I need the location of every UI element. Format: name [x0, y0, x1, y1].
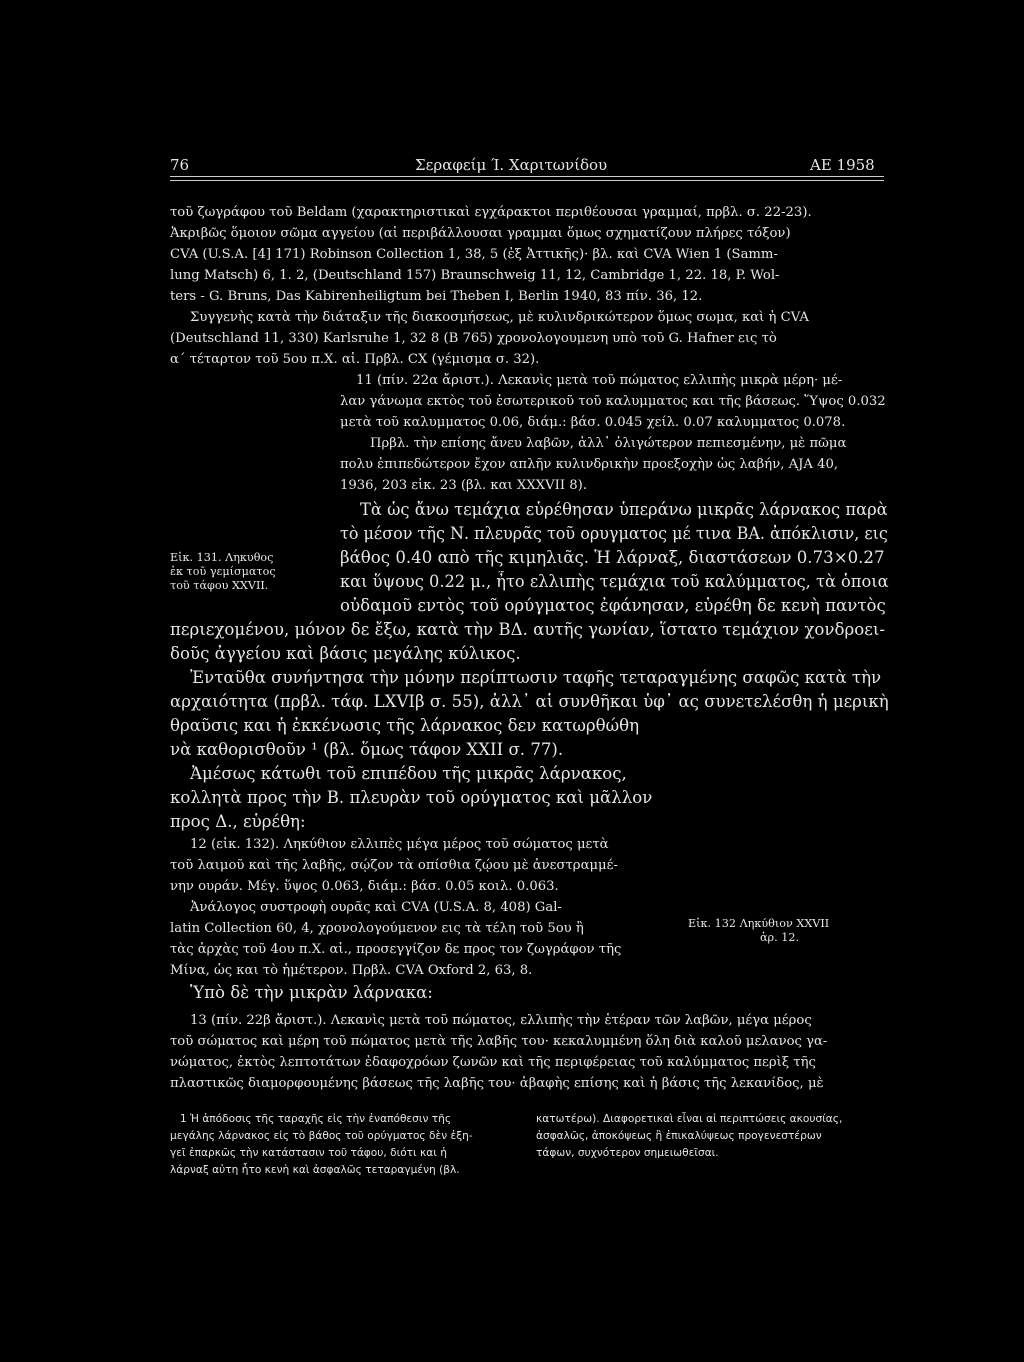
text-line: Ἀμέσως κάτωθι τοῦ επιπέδου τῆς μικρᾶς λάρνακος, [190, 764, 627, 783]
figure-132-caption-line: ἀρ. 12. [760, 931, 800, 944]
text-line: Ὑπὸ δὲ τὴν μικρὰν λάρνακα: [190, 983, 433, 1002]
text-line: (Deutschland 11, 330) Karlsruhe 1, 32 8 (B 765) χρονολογουμενη υπὸ τοῦ G. Hafner εις τὸ [170, 331, 777, 346]
text-line: Ἀκριβῶς ὅμοιον σῶμα αγγείου (αἱ περιβάλλουσαι γραμμαι ὅμως σχηματίζουν πλήρες τόξον) [170, 226, 791, 241]
text-line: Ἀνάλογος συστροφὴ ουρᾶς καὶ CVA (U.S.A. 8, 408) Gal- [190, 900, 562, 915]
text-line: Συγγενὴς κατὰ τὴν διάταξιν τῆς διακοσμήσεως, μὲ κυλινδρικώτερον ὅμως σωμα, καὶ ἡ CVA [190, 310, 809, 325]
text-line: οὐδαμοῦ εντὸς τοῦ ορύγματος ἐφάνησαν, εὑρέθη δε κενὴ παντὸς [340, 596, 886, 615]
text-line: lung Matsch) 6, 1. 2, (Deutschland 157) Braunschweig 11, 12, Cambridge 1, 22. 18, P. Wol- [170, 268, 780, 283]
text-line: ters - G. Bruns, Das Kabirenheiligtum bei Theben I, Berlin 1940, 83 πίν. 36, 12. [170, 289, 703, 304]
catalogue-entry-12: 12 (εἰκ. 132). Ληκύθιον ελλιπὲς μέγα μέρος τοῦ σώματος μετὰ [190, 837, 609, 852]
text-line: αρχαιότητα (πρβλ. τάφ. LXVIβ σ. 55), ἀλλ᾽ αἱ συνθῆκαι ὑφ᾽ ας συνετελέσθη ἡ μερικὴ [170, 692, 889, 711]
text-line: και ὕψους 0.22 μ., ἦτο ελλιπὴς τεμάχια τοῦ καλύμματος, τὰ ὁποια [340, 572, 889, 591]
text-line: λαν γάνωμα εκτὸς τοῦ ἐσωτερικοῦ τοῦ καλυμματος και τῆς βάσεως. Ὕψος 0.032 [340, 394, 886, 409]
text-line: δοῦς ἀγγείου καὶ βάσις μεγάλης κύλικος. [170, 644, 521, 663]
footnote-continuation: κατωτέρω). Διαφορετικαὶ εἶναι αἱ περιπτώσεις ακουσίας, [536, 1113, 843, 1125]
catalogue-entry-13: 13 (πίν. 22β ἄριστ.). Λεκανὶς μετὰ τοῦ πώματος, ελλιπὴς τὴν ἑτέραν τῶν λαβῶν, μέγα μέρος [190, 1013, 812, 1028]
text-line: θραῦσις και ἡ ἐκκένωσις τῆς λάρνακος δεν κατωρθώθη [170, 716, 640, 735]
text-line: α΄ τέταρτον τοῦ 5ου π.Χ. αἱ. Πρβλ. CX (γέμισμα σ. 32). [170, 352, 540, 367]
text-line: Μίνα, ὡς και τὸ ἡμέτερον. Πρβλ. CVA Oxford 2, 63, 8. [170, 963, 533, 978]
footnote-line: ἀσφαλῶς, ἀποκόψεως ἢ ἐπικαλύψεως προγενεστέρων [536, 1130, 822, 1142]
figure-132-caption: Εἰκ. 132 Ληκύθιον XXVII [688, 917, 830, 930]
text-line: Πρβλ. τὴν επίσης ἄνευ λαβῶν, ἀλλ᾽ ὀλιγώτερον πεπιεσμένην, μὲ πῶμα [370, 436, 847, 451]
figure-131-caption-line: ἐκ τοῦ γεμίσματος [170, 565, 276, 578]
running-head-author: Σεραφείμ Ί. Χαριτωνίδου [415, 156, 608, 174]
text-line: νην ουράν. Μέγ. ὕψος 0.063, διάμ.: βάσ. 0.05 κοιλ. 0.063. [170, 879, 559, 894]
footnote-line: λάρναξ αὐτη ἦτο κενὴ καὶ ἀσφαλῶς τεταραγμένη (βλ. [170, 1164, 460, 1176]
text-line: προς Δ., εὑρέθη: [170, 812, 306, 831]
text-line: CVA (U.S.A. [4] 171) Robinson Collection 1, 38, 5 (ἐξ Ἀττικῆς)· βλ. καὶ CVA Wien 1 (Samm- [170, 247, 778, 262]
text-line: τὰς ἀρχὰς τοῦ 4ου π.Χ. αἱ., προσεγγίζον δε προς τον ζωγράφον τῆς [170, 942, 622, 957]
header-rule [170, 176, 884, 177]
text-line: Τὰ ὡς ἄνω τεμάχια εὑρέθησαν ὑπεράνω μικρᾶς λάρνακος παρὰ [360, 500, 888, 519]
text-line: τοῦ λαιμοῦ καὶ τῆς λαβῆς, σῴζον τὰ οπίσθια ζῴου μὲ ἀνεστραμμέ- [170, 858, 618, 873]
footnote-line: τάφων, συχνότερον σημειωθεῖσαι. [536, 1147, 719, 1159]
text-line: μετὰ τοῦ καλυμματος 0.06, διάμ.: βάσ. 0.045 χείλ. 0.07 καλυμματος 0.078. [340, 415, 846, 430]
text-line: βάθος 0.40 απὸ τῆς κιμηλιᾶς. Ἡ λάρναξ, διαστάσεων 0.73×0.27 [340, 548, 885, 567]
figure-131-caption-line: τοῦ τάφου XXVII. [170, 579, 269, 592]
text-line: νὰ καθορισθοῦν ¹ (βλ. ὅμως τάφον XXII σ. 77). [170, 740, 564, 759]
header-rule-double [170, 180, 884, 181]
figure-131-caption: Εἰκ. 131. Ληκυθος [170, 551, 274, 564]
text-line: τοῦ σώματος καὶ μέρη τοῦ πώματος μετὰ τῆς λαβῆς του· κεκαλυμμένη ὅλη διὰ καλοῦ μελανος γα- [170, 1034, 828, 1049]
text-line: περιεχομένου, μόνον δε ἔξω, κατὰ τὴν ΒΔ. αυτῆς γωνίαν, ἵστατο τεμάχιον χονδροει- [170, 620, 885, 639]
page-number: 76 [170, 156, 190, 174]
text-line: 1936, 203 εἰκ. 23 (βλ. και XXXVII 8). [340, 478, 587, 493]
text-line: τοῦ ζωγράφου τοῦ Beldam (χαρακτηριστικαὶ εγχάρακτοι περιθέουσαι γραμμαί, πρβλ. σ. 22-23). [170, 205, 812, 220]
text-line: latin Collection 60, 4, χρονολογούμενον εις τὰ τέλη τοῦ 5ου ἢ [170, 921, 584, 936]
text-line: πλαστικῶς διαμορφουμένης βάσεως τῆς λαβῆς του· ἀβαφὴς επίσης καὶ ἡ βάσις τῆς λεκανίδος, μὲ [170, 1076, 824, 1091]
footnote-line: μεγάλης λάρνακος εἰς τὸ βάθος τοῦ ορύγματος δὲν ἐξη- [170, 1130, 473, 1142]
text-line: πολυ ἐπιπεδώτερον ἔχον απλῆν κυλινδρικὴν προεξοχὴν ὡς λαβήν, AJA 40, [340, 457, 839, 472]
text-line: τὸ μέσον τῆς Ν. πλευρᾶς τοῦ ορυγματος μέ τινα ΒΑ. ἀπόκλισιν, εις [340, 524, 888, 543]
text-line: Ἐνταῦθα συνήντησα τὴν μόνην περίπτωσιν ταφῆς τεταραγμένης σαφῶς κατὰ τὴν [190, 668, 882, 687]
footnote-1: 1 Ἡ ἀπόδοσις τῆς ταραχῆς εἰς τὴν ἐναπόθεσιν τῆς [180, 1113, 452, 1125]
running-head-journal: ΑΕ 1958 [810, 156, 875, 174]
text-line: νώματος, ἐκτὸς λεπτοτάτων ἐδαφοχρόων ζωνῶν καὶ τῆς περιφέρειας τοῦ καλύμματος περὶξ τῆς [170, 1055, 816, 1070]
footnote-line: γεῖ ἐπαρκῶς τὴν κατάστασιν τοῦ τάφου, διότι και ἡ [170, 1147, 447, 1159]
catalogue-entry-11: 11 (πίν. 22α ἄριστ.). Λεκανὶς μετὰ τοῦ πώματος ελλιπὴς μικρὰ μέρη· μέ- [356, 373, 843, 388]
text-line: κολλητὰ προς τὴν Β. πλευρὰν τοῦ ορύγματος καὶ μᾶλλον [170, 788, 653, 807]
